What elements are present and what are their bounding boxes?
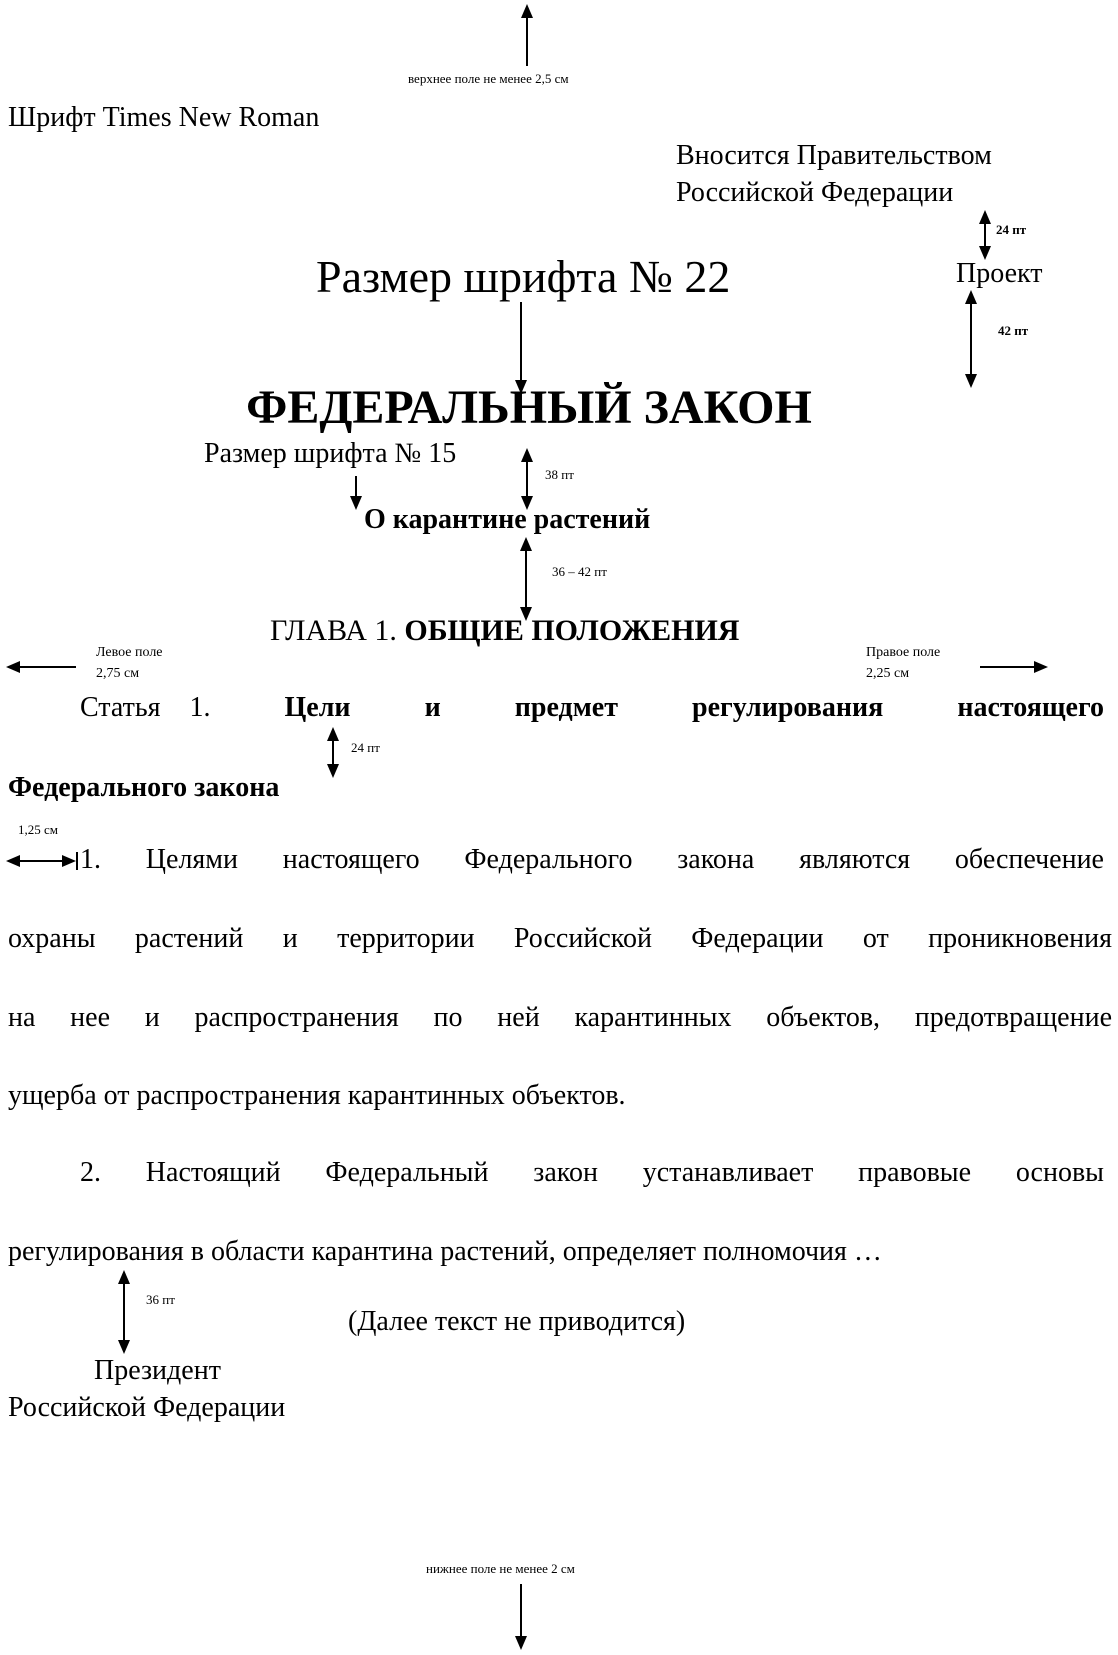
spacing-24-label-article: 24 пт xyxy=(351,740,380,755)
font-size-22-annotation: Размер шрифта № 22 xyxy=(316,251,731,302)
omitted-text-note: (Далее текст не приводится) xyxy=(348,1306,686,1337)
article-word-5: настоящего xyxy=(957,692,1104,723)
article-heading-line1 xyxy=(80,692,1104,724)
spacing-24-label-top: 24 пт xyxy=(996,222,1027,237)
paragraph-2-line-1: 2. Настоящий Федеральный закон устанавливает правовые основы xyxy=(80,1157,1104,1188)
spacing-36-label: 36 пт xyxy=(146,1292,175,1307)
article-word-4: регулирования xyxy=(692,692,884,723)
chapter-heading xyxy=(270,614,739,648)
font-size-15-annotation: Размер шрифта № 15 xyxy=(204,438,457,469)
spacing-36-42-label: 36 – 42 пт xyxy=(552,564,607,579)
paragraph-2-line-2: регулирования в области карантина растений, определяет полномочия … xyxy=(8,1236,882,1267)
signature-line1: Президент xyxy=(94,1355,221,1386)
signature-line2: Российской Федерации xyxy=(8,1392,286,1423)
spacing-38-label: 38 пт xyxy=(545,467,574,482)
law-name: О карантине растений xyxy=(364,504,651,535)
paragraph-1-line-1: 1. Целями настоящего Федерального закона являются обеспечение xyxy=(80,844,1104,875)
submitted-by-line2: Российской Федерации xyxy=(676,177,954,208)
article-word-1: Цели xyxy=(284,692,351,723)
submitted-by-line1: Вносится Правительством xyxy=(676,140,992,171)
article-word-2: и xyxy=(424,692,441,723)
paragraph-1-line-3: на нее и распространения по ней карантинных объектов, предотвращение xyxy=(8,1002,1112,1033)
left-margin-label-line1: Левое поле xyxy=(96,645,163,660)
indent-label: 1,25 см xyxy=(18,822,58,837)
draft-label: Проект xyxy=(956,258,1043,289)
top-margin-label: верхнее поле не менее 2,5 см xyxy=(408,71,569,86)
article-label: Статья 1. xyxy=(80,692,211,723)
article-heading-line2: Федерального закона xyxy=(8,772,280,803)
right-margin-label-line1: Правое поле xyxy=(866,645,941,660)
chapter-prefix: ГЛАВА 1. xyxy=(270,614,397,647)
article-label-part xyxy=(80,692,210,724)
article-word-3: предмет xyxy=(514,692,618,723)
left-margin-label-line2: 2,75 см xyxy=(96,666,140,681)
font-name-annotation: Шрифт Times New Roman xyxy=(8,102,320,133)
right-margin-label-line2: 2,25 см xyxy=(866,666,910,681)
chapter-title: ОБЩИЕ ПОЛОЖЕНИЯ xyxy=(404,614,740,647)
document-type-title: ФЕДЕРАЛЬНЫЙ ЗАКОН xyxy=(246,381,812,434)
spacing-42-label: 42 пт xyxy=(998,323,1029,338)
bottom-margin-label: нижнее поле не менее 2 см xyxy=(426,1561,575,1576)
paragraph-1-line-4: ущерба от распространения карантинных объектов. xyxy=(8,1080,626,1111)
paragraph-1-line-2: охраны растений и территории Российской Федерации от проникновения xyxy=(8,923,1112,954)
